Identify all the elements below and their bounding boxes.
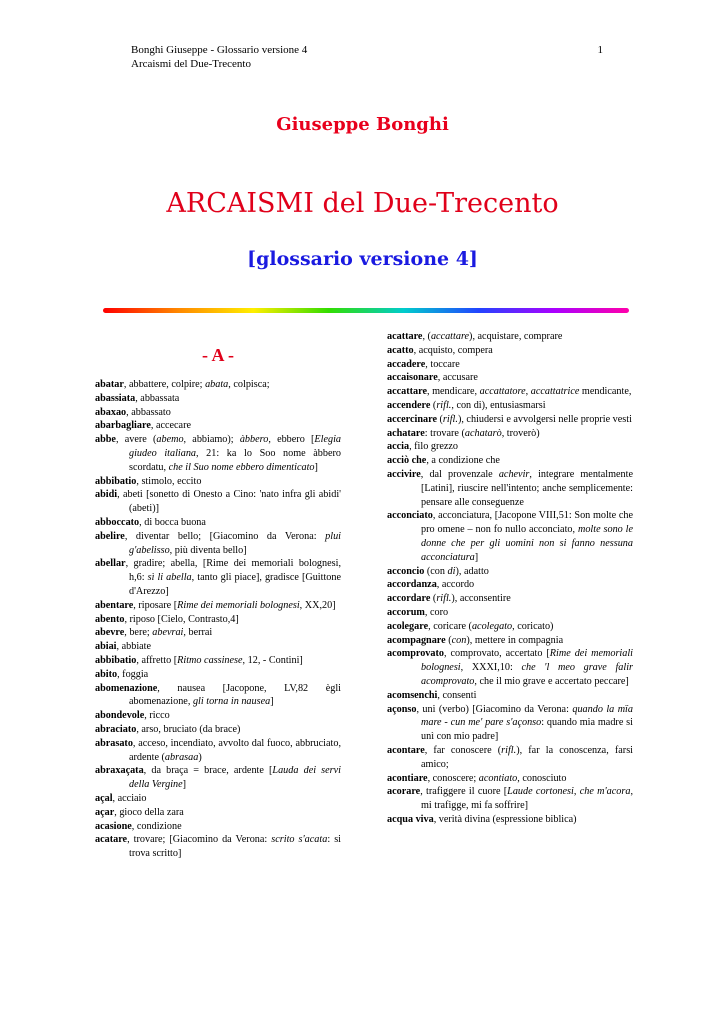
entry-headword: abevre: [95, 627, 125, 639]
entry-italic: acontiato: [478, 772, 518, 784]
entry-text: , abbattere, colpire;: [123, 379, 206, 390]
glossary-entry: [387, 592, 633, 606]
entry-text: , acconciatura, [Jacopone VIII,51: Son molte che pro omene – non fo nullo acconciato,: [421, 510, 633, 536]
entry-headword: abento: [95, 613, 125, 625]
entry-headword: acciò che: [387, 455, 427, 467]
glossary-entry: [95, 737, 341, 765]
glossary-entry: [387, 468, 633, 509]
entry-text: , nausea [Jacopone, LV,82 ègli abomenazione,: [129, 682, 341, 708]
entry-headword: abrasato: [95, 737, 133, 749]
entry-headword: acolegare: [387, 620, 429, 632]
glossary-entry: [387, 344, 633, 358]
entry-text: , con di), entusiasmarsi: [451, 399, 546, 411]
page-number: 1: [597, 44, 603, 56]
entry-text: ): [198, 751, 202, 763]
entry-italic: Lauda dei servi della Vergine: [129, 765, 341, 791]
glossary-entry: [95, 640, 341, 654]
entry-headword: acattare: [387, 331, 423, 342]
entry-headword: abatar: [95, 379, 124, 390]
glossary-entry: [95, 626, 341, 640]
entry-headword: accivire: [387, 468, 421, 480]
entry-italic: abemo: [156, 434, 184, 446]
entry-italic: Rime dei memoriali bolognesi: [177, 599, 300, 611]
glossary-entry: [95, 419, 341, 433]
entry-text: , gradire; abella, [Rime dei memoriali bolognesi, h,6:: [125, 558, 341, 584]
entry-text: , condizione: [131, 820, 182, 832]
entry-text: , da braça = brace, ardente [: [143, 765, 273, 777]
entry-text: , trovare; [Giacomino da Verona:: [127, 834, 272, 846]
entry-text: : quando mia madre si unì con mio padre]: [421, 717, 633, 743]
glossary-entry: [387, 689, 633, 703]
entry-text: , coricare (: [428, 620, 472, 632]
entry-italic: àbbero: [239, 434, 269, 446]
entry-text: , abeti [sonetto di Onesto a Cino: 'nato infra gli abidi' (abeti)]: [117, 489, 341, 515]
entry-italic: con: [451, 634, 467, 646]
entry-headword: abondevole: [95, 710, 145, 722]
glossary-entry: [95, 654, 341, 668]
entry-text: , a condizione che: [426, 455, 500, 467]
glossary-entry: [95, 392, 341, 406]
entry-text: ]: [182, 779, 187, 791]
glossary-entry: [95, 668, 341, 682]
entry-text: , 12, - Contini]: [242, 654, 303, 666]
glossary-entry: [387, 413, 633, 427]
page-header: [131, 43, 603, 71]
header-line-2: Arcaismi del Due-Trecento: [131, 58, 251, 70]
entry-text: ]: [270, 696, 274, 708]
entry-italic: gli torna in nausea: [192, 696, 271, 708]
entry-text: , stimolo, eccito: [136, 475, 202, 487]
glossary-entry: [387, 813, 633, 827]
entry-italic: acolegato: [471, 620, 513, 632]
entry-text: ]: [314, 461, 318, 473]
entry-italic: che il Suo nome ebbero dimenticato: [168, 461, 315, 473]
glossary-entry: [387, 385, 633, 399]
entry-italic: Rime dei memoriali bolognesi: [421, 648, 633, 674]
rainbow-divider: [103, 308, 629, 313]
glossary-entry: [95, 806, 341, 820]
entry-headword: abidi: [95, 489, 118, 501]
glossary-entry: [387, 330, 633, 344]
entry-text: , filo grezzo: [409, 441, 458, 453]
entry-headword: acomprovato: [387, 648, 444, 660]
entry-italic: rifl.: [436, 593, 452, 605]
entry-headword: abaxao: [95, 406, 127, 418]
entry-text: ), acquistare, comprare: [469, 331, 563, 342]
entry-text: , abbiamo);: [183, 434, 240, 446]
entry-text: , berrai: [183, 627, 213, 639]
glossary-entry: [387, 509, 633, 564]
glossary-entry: [95, 557, 341, 598]
entry-text: , coricato): [512, 620, 554, 632]
entry-headword: acatto: [387, 344, 414, 356]
entry-text: , ricco: [144, 710, 170, 722]
entry-text: , acceso, incendiato, avvolto dal fuoco, abbruciato, ardente (: [129, 737, 341, 763]
entry-headword: acconciato: [387, 510, 433, 522]
glossary-entry: [95, 723, 341, 737]
entry-headword: abellar: [95, 558, 126, 570]
entry-italic: abata: [205, 379, 229, 390]
glossary-entry: [387, 358, 633, 372]
glossary-entry: [95, 433, 341, 474]
glossary-entry: [95, 488, 341, 516]
entry-text: , bere;: [124, 627, 153, 639]
glossary-entry: [387, 634, 633, 648]
right-entry-list: [387, 330, 633, 827]
entry-italic: che 'l meo grave falir acomprovato: [421, 662, 633, 687]
glossary-entry: [95, 613, 341, 627]
document-subtitle: [glossario versione 4]: [247, 248, 478, 270]
entry-italic: scrito s'acata: [271, 834, 328, 846]
entry-text: , trafiggere il cuore [: [420, 786, 508, 798]
entry-text: , comprovato, accertato [: [443, 648, 550, 660]
entry-headword: acontiare: [387, 772, 428, 784]
entry-headword: achatare: [387, 427, 425, 439]
entry-headword: abbe: [95, 434, 116, 446]
entry-italic: plui g'abelisso: [129, 530, 341, 556]
entry-text: mendicante,: [579, 386, 632, 398]
entry-text: , verità divina (espressione biblica): [433, 813, 577, 825]
entry-text: , ebbero [: [268, 434, 315, 446]
entry-text: , tanto gli piace], gradisce [Guittone d'Arezzo]: [129, 572, 341, 597]
header-line-1: Bonghi Giuseppe - Glossario versione 4: [131, 44, 308, 56]
entry-text: ), mettere in compagnia: [466, 634, 564, 646]
entry-text: , riposare [: [133, 599, 178, 611]
entry-text: , XXXI,10:: [460, 662, 522, 674]
glossary-entry: [95, 475, 341, 489]
entry-headword: abbibatio: [95, 475, 137, 487]
entry-italic: accattare: [430, 331, 470, 342]
glossary-entry: [95, 599, 341, 613]
entry-italic: quando la mïa mare - cun me' pare s'açonso: [421, 703, 633, 729]
entry-headword: abomenazione: [95, 682, 158, 694]
entry-text: , diventar bello; [Giacomino da Verona:: [124, 530, 326, 542]
glossary-entry: [387, 578, 633, 592]
entry-text: (: [445, 634, 452, 646]
entry-text: , troverò): [501, 427, 540, 439]
entry-italic: abrasaa: [164, 751, 199, 763]
entry-headword: acorare: [387, 786, 421, 798]
glossary-entry: [95, 833, 341, 861]
glossary-entry: [387, 371, 633, 385]
entry-headword: abbibatio: [95, 654, 137, 666]
entry-text: ), chiudersi e avvolgersi nelle proprie vesti: [457, 413, 632, 425]
entry-text: : si trova scritto]: [129, 834, 341, 860]
author-name: Giuseppe Bonghi: [276, 114, 449, 135]
glossary-entry: [387, 427, 633, 441]
glossary-entry: [387, 440, 633, 454]
entry-text: , gioco della zara: [114, 806, 184, 818]
entry-italic: rifl.: [501, 744, 517, 756]
entry-headword: acompagnare: [387, 634, 446, 646]
glossary-entry: [387, 772, 633, 786]
entry-italic: molte sono le donne che per gli uomini non si fanno nessuna acconciatura: [421, 524, 634, 563]
entry-text: : trovare (: [424, 427, 465, 439]
entry-italic: rifl.: [436, 399, 452, 411]
entry-text: (con: [424, 565, 448, 577]
entry-headword: abentare: [95, 599, 134, 611]
left-column: [95, 330, 341, 861]
entry-headword: acomsenchi: [387, 689, 438, 701]
entry-text: ]: [474, 551, 479, 563]
entry-text: (: [430, 593, 437, 605]
entry-headword: accaisonare: [387, 372, 438, 384]
entry-italic: che m'acora: [579, 786, 631, 798]
glossary-entry: [95, 516, 341, 530]
glossary-entry: [95, 764, 341, 792]
entry-headword: acontare: [387, 744, 425, 756]
entry-text: , uni (verbo) [Giacomino da Verona:: [416, 703, 573, 715]
glossary-entry: [387, 744, 633, 772]
entry-text: , XX,20]: [299, 599, 336, 611]
entry-text: , dal provenzale: [420, 468, 499, 480]
entry-text: , colpisca;: [228, 379, 270, 390]
glossary-entry: [95, 820, 341, 834]
entry-headword: abraxaçata: [95, 765, 144, 777]
glossary-entry: [387, 565, 633, 579]
glossary-entry: [95, 406, 341, 420]
entry-headword: abiai: [95, 641, 117, 653]
entry-text: ), far la conoscenza, farsi amico;: [421, 744, 633, 770]
entry-text: , accecare: [150, 420, 191, 432]
entry-italic: Elegia giudeo italiana: [129, 434, 341, 459]
entry-text: , più diventa bello]: [169, 544, 247, 556]
entry-text: , che il mio grave e accertato peccare]: [474, 675, 629, 687]
entry-headword: accadere: [387, 358, 426, 370]
glossary-entry: [387, 703, 633, 744]
entry-italic: achevir: [498, 468, 530, 480]
entry-headword: abarbagliare: [95, 420, 151, 432]
entry-headword: açal: [95, 792, 113, 804]
glossary-entry: [387, 454, 633, 468]
entry-text: (: [430, 399, 437, 411]
entry-headword: accercinare: [387, 413, 437, 425]
right-column: [387, 330, 633, 827]
entry-text: , abbassata: [135, 392, 180, 404]
entry-text: , consenti: [437, 689, 477, 701]
entry-text: , accordo: [436, 579, 475, 591]
entry-headword: açar: [95, 806, 115, 818]
entry-text: , integrare mentalmente [Latini], riuscire nell'intento; anche semplicemente: pensare alle conseguenze: [421, 468, 633, 508]
entry-headword: acconcio: [387, 565, 425, 577]
glossary-entry: [387, 785, 633, 813]
entry-headword: abraciato: [95, 723, 137, 735]
left-entry-list: [95, 378, 341, 861]
entry-text: , foggia: [117, 668, 149, 680]
section-letter: - A -: [201, 345, 234, 365]
entry-text: , affretto [: [136, 654, 178, 666]
glossary-entry: [95, 378, 341, 392]
glossary-entry: [95, 682, 341, 710]
entry-text: ), acconsentire: [451, 593, 511, 605]
glossary-entry: [387, 399, 633, 413]
glossary-entry: [387, 647, 633, 688]
entry-italic: achatarò: [464, 427, 502, 439]
entry-headword: accia: [387, 441, 410, 453]
entry-text: , conoscere;: [427, 772, 479, 784]
entry-headword: abassiata: [95, 392, 136, 404]
entry-text: ,: [525, 386, 531, 398]
entry-headword: accorum: [387, 606, 425, 618]
entry-text: , acquisto, compera: [413, 344, 493, 356]
entry-headword: abito: [95, 668, 118, 680]
entry-headword: accendere: [387, 399, 431, 411]
entry-headword: açonso: [387, 703, 417, 715]
entry-text: , (: [422, 331, 431, 342]
entry-text: , arso, bruciato (da brace): [136, 723, 241, 735]
entry-text: , abbiate: [116, 641, 152, 653]
entry-text: ), adatto: [455, 565, 489, 577]
entry-text: , toccare: [425, 358, 460, 370]
entry-headword: abelire: [95, 530, 125, 542]
entry-text: ,: [573, 786, 580, 798]
entry-text: , riposo [Cielo, Contrasto,4]: [124, 613, 239, 625]
entry-headword: acatare: [95, 834, 128, 846]
entry-italic: rifl.: [442, 413, 458, 425]
entry-headword: abboccato: [95, 516, 140, 528]
entry-italic: di: [447, 565, 456, 577]
entry-text: , abbassato: [126, 406, 171, 418]
entry-text: , conosciuto: [517, 772, 567, 784]
entry-italic: Laude cortonesi: [507, 786, 574, 798]
entry-text: , mendicare,: [426, 386, 480, 398]
entry-text: , mi trafigge, mi fa soffrire]: [421, 786, 633, 812]
glossary-entry: [95, 792, 341, 806]
entry-text: , coro: [424, 606, 449, 618]
entry-italic: sì li abella: [147, 572, 192, 584]
glossary-entry: [387, 620, 633, 634]
entry-headword: accordare: [387, 593, 431, 605]
entry-text: , far conoscere (: [424, 744, 502, 756]
entry-text: , avere (: [115, 434, 157, 446]
entry-italic: Ritmo cassinese: [177, 654, 243, 666]
glossary-entry: [387, 606, 633, 620]
glossary-entry: [95, 530, 341, 558]
entry-headword: acasione: [95, 820, 132, 832]
entry-text: , 21: ka lo Soo nome àbbero scordatu,: [129, 447, 341, 473]
glossary-entry: [95, 709, 341, 723]
entry-text: , acciaio: [112, 792, 147, 804]
entry-headword: accordanza: [387, 579, 437, 591]
entry-text: (: [436, 413, 443, 425]
entry-italic: accattatore: [479, 386, 526, 398]
entry-text: , di bocca buona: [139, 516, 206, 528]
entry-italic: abevrai: [152, 627, 184, 639]
entry-italic: accattatrice: [530, 386, 580, 398]
entry-headword: acqua viva: [387, 813, 434, 825]
entry-text: , accusare: [437, 372, 478, 384]
entry-headword: accattare: [387, 386, 427, 398]
document-title: ARCAISMI del Due-Trecento: [166, 188, 559, 219]
